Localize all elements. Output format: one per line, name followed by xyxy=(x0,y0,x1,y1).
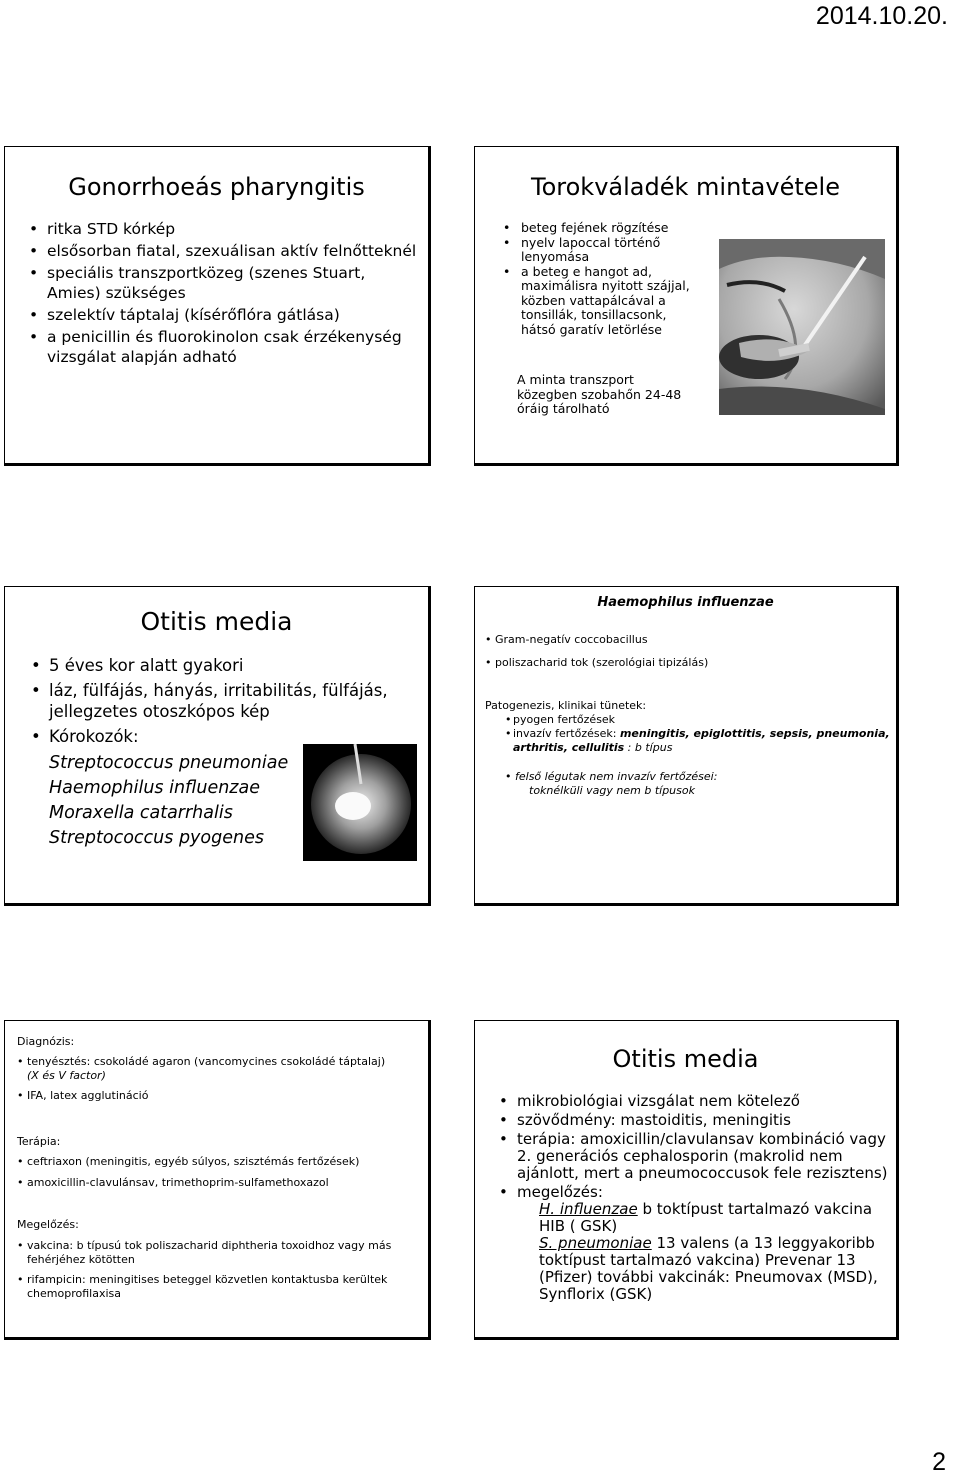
list-item: • poliszacharid tok (szerológiai tipizálás) xyxy=(485,656,885,669)
list-item: • szelektív táptalaj (kísérőflóra gátlása) xyxy=(25,305,420,325)
list-item-text: tenyésztés: csokoládé agaron (vancomycines csokoládé táptalaj) xyxy=(27,1055,386,1068)
prevention-list xyxy=(17,1239,417,1307)
pathogen-item: Moraxella catarrhalis xyxy=(49,803,233,823)
list-item: • speciális transzportközeg (szenes Stuart, Amies) szükséges xyxy=(25,263,420,303)
list-item-prefix: invazív fertőzések: xyxy=(513,727,620,740)
pathogen-list xyxy=(49,751,288,851)
list-item: • 5 éves kor alatt gyakori xyxy=(27,655,417,676)
list-item: • ceftriaxon (meningitis, egyéb súlyos, szisztémás fertőzések) xyxy=(17,1155,417,1169)
pathogen-item: Haemophilus influenzae xyxy=(49,778,260,798)
list-item: • láz, fülfájás, hányás, irritabilitás, fülfájás, jellegzetes otoszkópos kép xyxy=(27,680,417,722)
page-number: 2 xyxy=(932,1448,946,1476)
therapy-list xyxy=(17,1155,417,1196)
slide-title: Haemophilus influenzae xyxy=(597,595,774,610)
invasive-infection-list: meningitis, epiglottitis, sepsis, pneumonia, arthritis, cellulitis xyxy=(513,727,890,754)
list-item: • terápia: amoxicillin/clavulansav kombináció vagy 2. generációs cephalosporin (makrolid nem ajánlott, mert a pneumococcusok fele rezisztens) xyxy=(495,1131,890,1182)
diagnosis-list xyxy=(17,1055,417,1110)
list-item xyxy=(495,1184,890,1303)
organism-name: H. influenzae xyxy=(539,1200,638,1218)
storage-note: A minta transzport közegben szobahőn 24-48 óráig tárolható xyxy=(517,372,682,416)
slide-title: Gonorrhoeás pharyngitis xyxy=(68,173,365,201)
bullet-list xyxy=(27,655,417,751)
pathogen-item: Streptococcus pneumoniae xyxy=(49,753,289,773)
capsule-note: toknélküli vagy nem b típusok xyxy=(529,784,695,797)
list-item: • Kórokozók: xyxy=(27,726,417,747)
list-item xyxy=(17,1055,417,1082)
list-item: • rifampicin: meningitises beteggel közvetlen kontaktusba kerültek chemoprofilaxisa xyxy=(17,1273,417,1300)
list-item: • Gram-negatív coccobacillus xyxy=(485,633,885,646)
diagnosis-label: Diagnózis: xyxy=(17,1035,75,1048)
bullet-list xyxy=(499,221,697,337)
pathogenesis-label: Patogenezis, klinikai tünetek: xyxy=(485,699,647,712)
list-item: • vakcina: b típusú tok poliszacharid diphtheria toxoidhoz vagy más fehérjéhez kötötten xyxy=(17,1239,417,1266)
list-item: • nyelv lapoccal történő lenyomása xyxy=(499,236,697,265)
list-item: • IFA, latex agglutináció xyxy=(17,1089,417,1103)
bullet-list xyxy=(485,633,885,679)
list-item-text: pyogen fertőzések xyxy=(513,713,616,726)
slide-diagnosis-therapy xyxy=(4,1020,431,1340)
upper-airway-text: felső légutak nem invazív fertőzései: xyxy=(515,770,718,783)
list-item-text: megelőzés: xyxy=(517,1183,603,1201)
pathogenesis-list xyxy=(505,713,890,755)
list-item xyxy=(505,713,890,727)
slide-otitis-media-2 xyxy=(474,1020,899,1340)
upper-airway-note: • felső légutak nem invazív fertőzései: xyxy=(505,770,718,783)
vaccine-hib xyxy=(517,1201,890,1235)
organism-name: S. pneumoniae xyxy=(539,1234,652,1252)
list-item: • beteg fejének rögzítése xyxy=(499,221,697,236)
bullet-list xyxy=(25,219,420,369)
slide-torokvaladek-mintavetele xyxy=(474,146,899,466)
pathogen-item: Streptococcus pyogenes xyxy=(49,828,264,848)
throat-swab-photo xyxy=(719,239,885,415)
list-item: • elsősorban fiatal, szexuálisan aktív felnőtteknél xyxy=(25,241,420,261)
list-item: • szövődmény: mastoiditis, meningitis xyxy=(495,1112,890,1129)
list-item-italic: (X és V factor) xyxy=(27,1068,106,1082)
list-item xyxy=(505,727,890,755)
slide-haemophilus-influenzae xyxy=(474,586,899,906)
print-date: 2014.10.20. xyxy=(815,2,948,30)
vaccine-text: 13 valens (a 13 leggyakoribb toktípust tartalmazó vakcina) Prevenar 13 (Pfizer) további vakcinák: Pneumovax (MSD), Synflorix (GSK) xyxy=(539,1234,878,1303)
list-item-suffix: : b típus xyxy=(624,741,673,754)
list-item: • ritka STD kórkép xyxy=(25,219,420,239)
slide-title: Otitis media xyxy=(140,607,293,636)
slide-title: Torokváladék mintavétele xyxy=(531,173,840,201)
slide-title: Otitis media xyxy=(612,1045,759,1073)
vaccine-text: b toktípust tartalmazó vakcina HIB ( GSK) xyxy=(539,1200,873,1235)
list-item: • amoxicillin-clavulánsav, trimethoprim-sulfamethoxazol xyxy=(17,1176,417,1190)
prevention-label: Megelőzés: xyxy=(17,1218,79,1231)
therapy-label: Terápia: xyxy=(17,1135,61,1148)
slide-gonorrhoeas-pharyngitis xyxy=(4,146,431,466)
list-item: • a beteg e hangot ad, maximálisra nyitott szájjal, közben vattapálcával a tonsillák, tonsillacsonk, hátsó garatív letörlése xyxy=(499,265,697,338)
list-item: • mikrobiológiai vizsgálat nem kötelező xyxy=(495,1093,890,1110)
bullet-list xyxy=(495,1093,890,1305)
vaccine-pneumococcal xyxy=(517,1235,890,1303)
slide-otitis-media-1 xyxy=(4,586,431,906)
otoscope-image xyxy=(303,744,417,861)
list-item: • a penicillin és fluorokinolon csak érzékenység vizsgálat alapján adható xyxy=(25,327,420,367)
